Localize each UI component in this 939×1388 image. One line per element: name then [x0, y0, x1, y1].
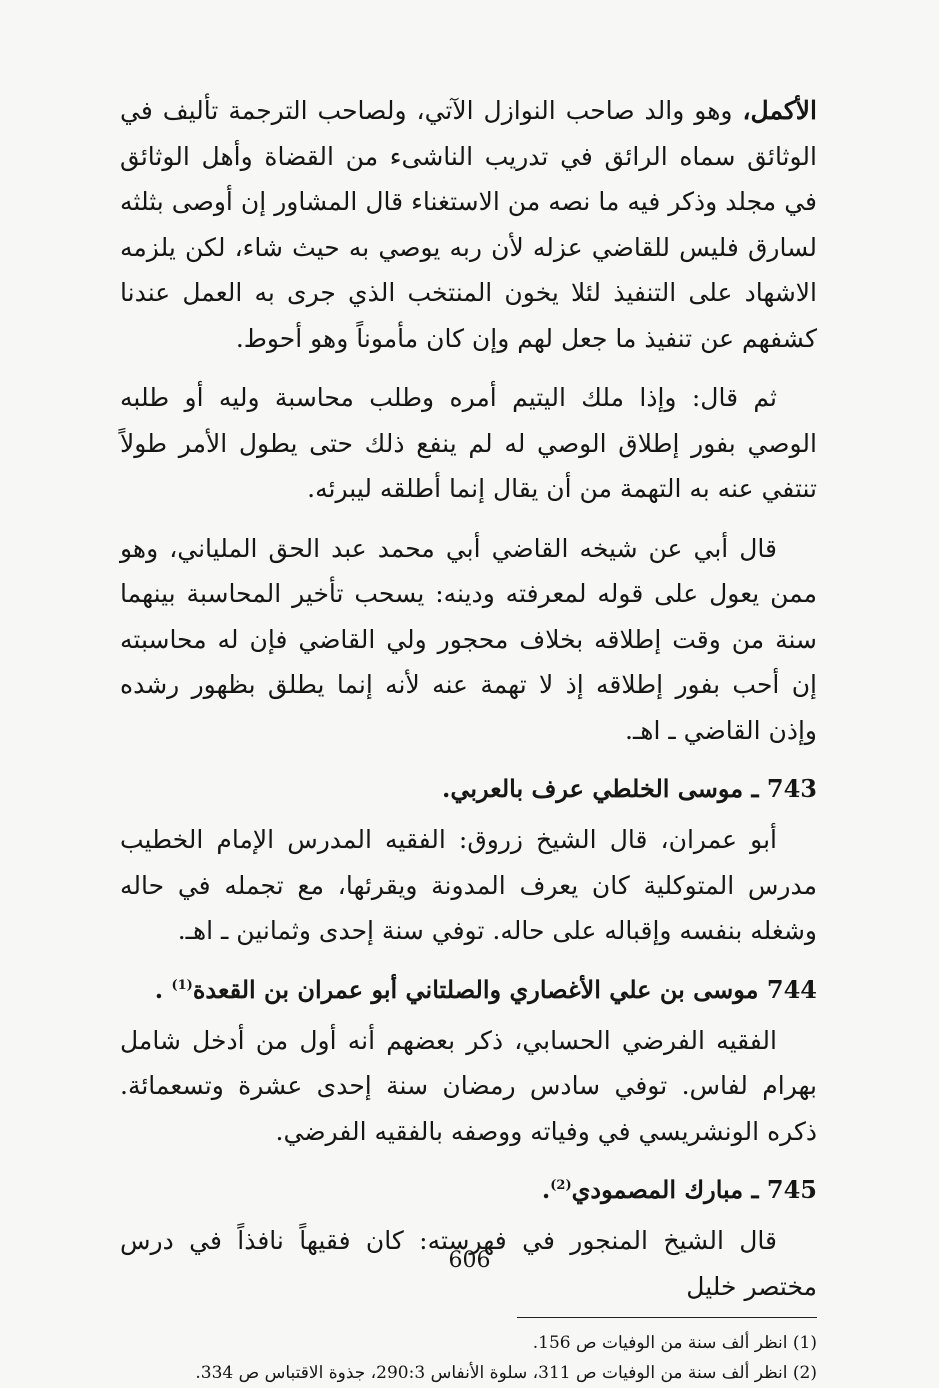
- footnote-ref-1[interactable]: (1): [171, 977, 193, 993]
- paragraph-lead-word: الأكمل،: [742, 96, 817, 125]
- footnotes: [120, 1328, 817, 1388]
- footnote-ref-2[interactable]: (2): [550, 1178, 572, 1193]
- entry-744-title: 744 موسى بن علي الأغصاري والصلتاني أبو عمران بن القعدة: [192, 974, 817, 1004]
- paragraph-3: قال أبي عن شيخه القاضي أبي محمد عبد الحق الملياني، وهو ممن يعول على قوله لمعرفته ودينه: يسحب تأخير المحاسبة بينهما سنة من وقت إطلاقه بخلاف محجور ولي القاضي فإن له محاسبته إن أحب بفور إطلاقه إذ لا تهمة عنه لأنه إنما يطلق بظهور رشده وإذن القاضي ـ اهـ.: [120, 533, 817, 745]
- body-text: [120, 88, 817, 1309]
- paragraph-1: [120, 88, 817, 361]
- footnote-2: (2) انظر ألف سنة من الوفيات ص 311، سلوة الأنفاس 290:3، جذوة الاقتباس ص 334.: [195, 1363, 817, 1383]
- entry-743-text: أبو عمران، قال الشيخ زروق: الفقيه المدرس الإمام الخطيب مدرس المتوكلية كان يعرف المدونة ويقرئها، مع تجمله في حاله وشغله بنفسه وإقباله على حاله. توفي سنة إحدى وثمانين ـ اهـ.: [120, 825, 817, 945]
- paragraph-1-text: وهو والد صاحب النوازل الآتي، ولصاحب الترجمة تأليف في الوثائق سماه الرائق في تدريب الناشىء من القضاة وأهل الوثائق في مجلد وذكر فيه ما نصه من الاستغناء قال المشاور إن أوصى بثلثه لسارق فليس للقاضي عزله لأن ربه يوصي به حيث شاء، لكن يلزمه الاشهاد على التنفيذ لئلا يخون المنتخب الذي جرى به العمل عندنا كشفهم عن تنفيذ ما جعل لهم وإن كان مأموناً وهو أحوط.: [120, 96, 817, 353]
- entry-745-tail: .: [541, 1175, 551, 1204]
- entry-743-heading: [120, 767, 817, 811]
- entry-744-tail: .: [154, 974, 172, 1004]
- page-number: 606: [448, 1248, 491, 1273]
- entry-744-heading: [120, 968, 817, 1012]
- footnote-1: (1) انظر ألف سنة من الوفيات ص 156.: [532, 1333, 817, 1353]
- paragraph-2: ثم قال: وإذا ملك اليتيم أمره وطلب محاسبة وليه أو طلبه الوصي بفور إطلاق الوصي له لم ينفع ذلك حتى يطول الأمر طولاً تنتفي عنه به التهمة من أن يقال إنما أطلقه ليبرئه.: [120, 383, 817, 503]
- entry-745-title: 745 ـ مبارك المصمودي: [571, 1175, 817, 1204]
- entry-745-text: قال الشيخ المنجور في فهرسته: كان فقيهاً نافذاً في درس مختصر خليل: [120, 1226, 817, 1301]
- entry-745-heading: [120, 1168, 817, 1212]
- entry-743-title: 743 ـ موسى الخلطي عرف بالعربي.: [442, 774, 817, 803]
- entry-744-text: الفقيه الفرضي الحسابي، ذكر بعضهم أنه أول من أدخل شامل بهرام لفاس. توفي سادس رمضان سنة إحدى عشرة وتسعمائة. ذكره الونشريسي في وفياته ووصفه بالفقيه الفرضي.: [120, 1025, 817, 1146]
- footnote-divider: [517, 1317, 817, 1318]
